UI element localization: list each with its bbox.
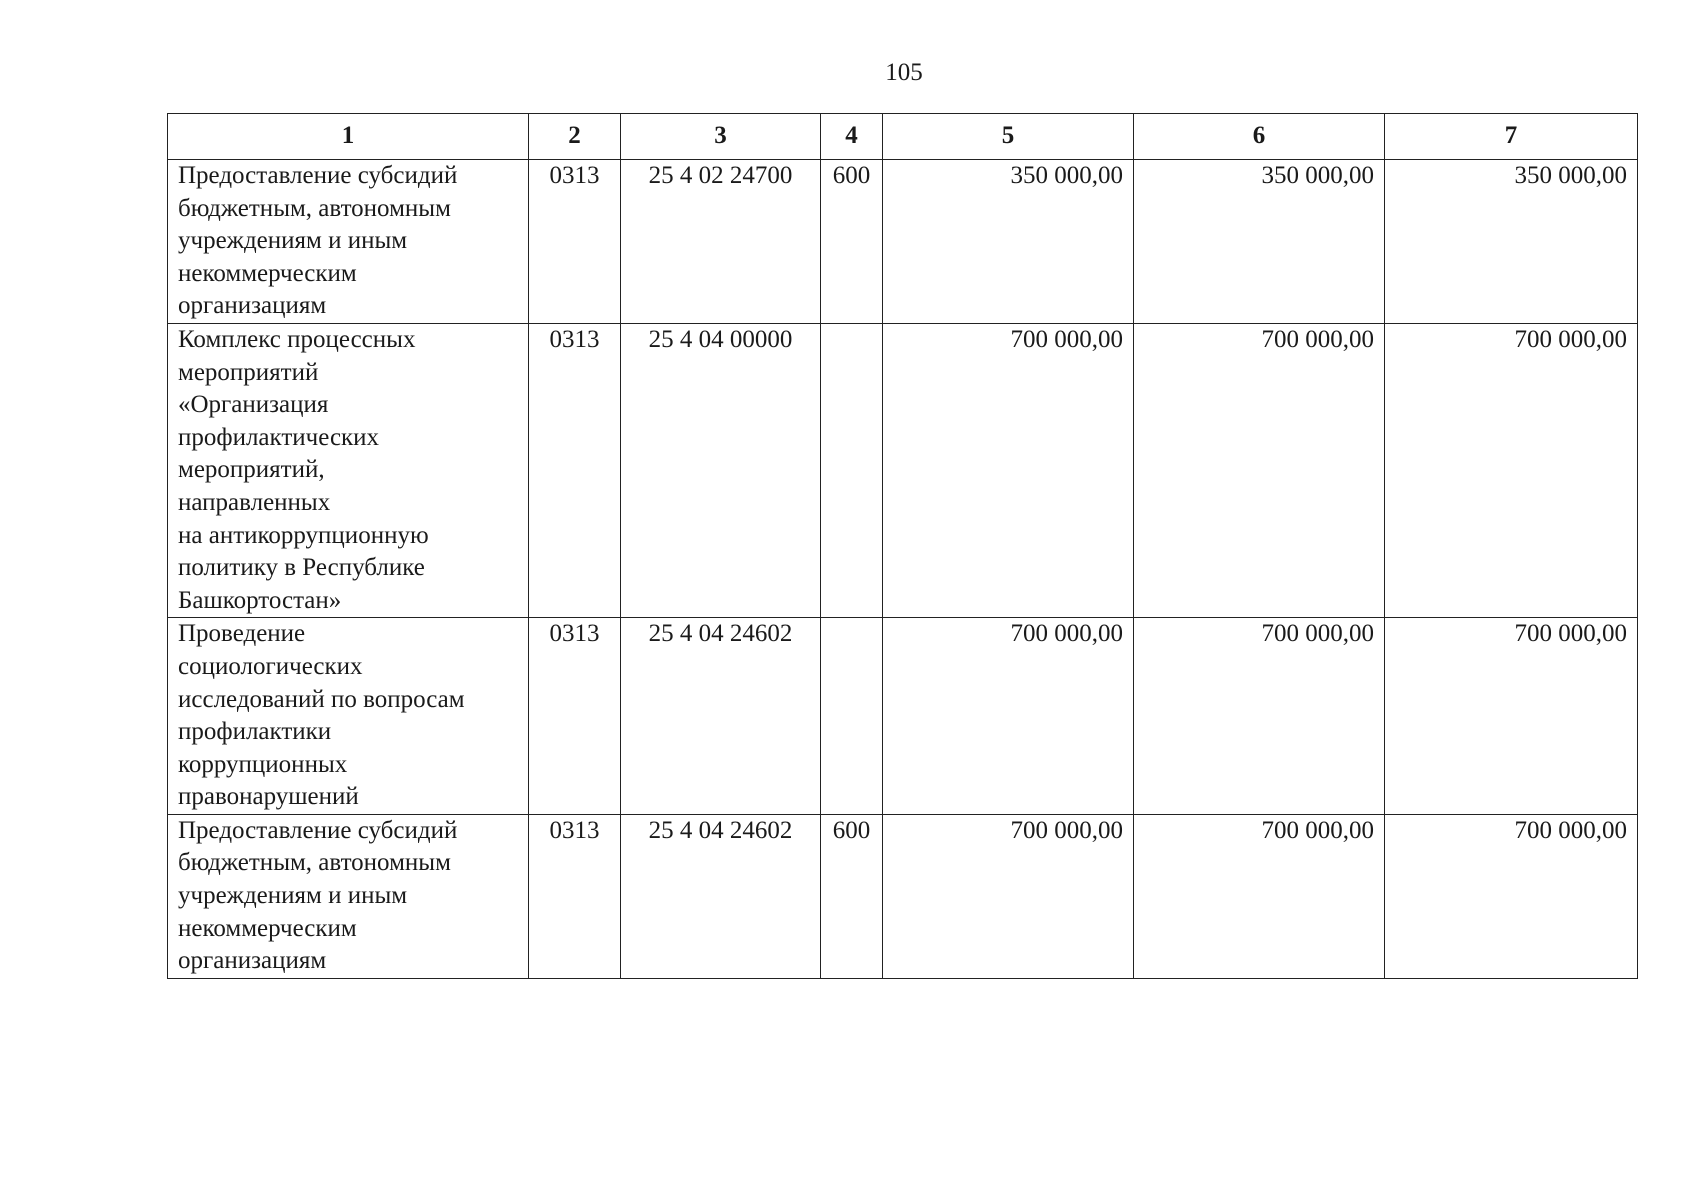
amount-col-7-cell: 700 000,00 [1385,618,1638,815]
item-name-line: некоммерческим [178,259,357,287]
header-col-3: 3 [621,114,821,160]
expense-type-cell: 600 [821,160,883,324]
header-col-2: 2 [529,114,621,160]
table-row [168,323,1638,617]
amount-col-5-cell: 700 000,00 [883,618,1134,815]
item-name-line: Предоставление субсидий [178,162,458,189]
item-name-line: учреждениям и иным [178,227,408,255]
header-row [168,114,1638,160]
target-article-cell: 25 4 04 00000 [621,323,821,617]
expense-type-cell [821,323,883,617]
item-name-line: на антикоррупционную [178,521,429,549]
budget-table [167,113,1638,979]
header-col-4: 4 [821,114,883,160]
expense-type-cell [821,618,883,815]
item-name-line: организациям [178,292,327,320]
item-name-line: бюджетным, автономным [178,194,451,222]
amount-col-6-cell: 700 000,00 [1134,323,1385,617]
item-name-cell [168,814,529,978]
item-name-line: учреждениям и иным [178,882,408,910]
table-body [168,160,1638,979]
item-name-line: бюджетным, автономным [178,849,451,877]
page-number: 105 [885,59,923,86]
table-row [168,618,1638,815]
item-name-line: профилактических [178,423,380,451]
item-name-line: Комплекс процессных [178,325,416,353]
item-name-line: профилактики [178,718,332,746]
header-col-6: 6 [1134,114,1385,160]
header-col-1: 1 [168,114,529,160]
target-article-cell: 25 4 02 24700 [621,160,821,324]
item-name-cell [168,323,529,617]
item-name-line: социологических [178,652,363,680]
amount-col-5-cell: 700 000,00 [883,323,1134,617]
header-col-5: 5 [883,114,1134,160]
amount-col-7-cell: 700 000,00 [1385,323,1638,617]
item-name-cell [168,618,529,815]
item-name-line: некоммерческим [178,914,357,942]
item-name-line: мероприятий [178,358,319,386]
amount-col-6-cell: 700 000,00 [1134,618,1385,815]
amount-col-7-cell: 700 000,00 [1385,814,1638,978]
target-article-cell: 25 4 04 24602 [621,618,821,815]
expense-type-cell: 600 [821,814,883,978]
item-name-line: Предоставление субсидий [178,816,458,844]
table-header [168,114,1638,160]
item-name-line: «Организация [178,391,329,419]
section-cell: 0313 [529,323,621,617]
amount-col-5-cell: 700 000,00 [883,814,1134,978]
item-name-line: направленных [178,488,331,516]
amount-col-5-cell: 350 000,00 [883,160,1134,324]
item-name-line: правонарушений [178,783,359,811]
section-cell: 0313 [529,160,621,324]
amount-col-7-cell: 350 000,00 [1385,160,1638,324]
target-article-cell: 25 4 04 24602 [621,814,821,978]
table-row [168,160,1638,324]
item-name-line: Проведение [178,620,306,648]
table-row [168,814,1638,978]
header-col-7: 7 [1385,114,1638,160]
item-name-line: организациям [178,947,327,975]
section-cell: 0313 [529,814,621,978]
item-name-line: политику в Республике [178,554,425,582]
item-name-line: исследований по вопросам [178,685,465,713]
item-name-cell [168,160,529,324]
item-name-line: мероприятий, [178,456,325,484]
section-cell: 0313 [529,618,621,815]
item-name-line: Башкортостан» [178,586,342,614]
amount-col-6-cell: 700 000,00 [1134,814,1385,978]
item-name-line: коррупционных [178,750,348,778]
amount-col-6-cell: 350 000,00 [1134,160,1385,324]
